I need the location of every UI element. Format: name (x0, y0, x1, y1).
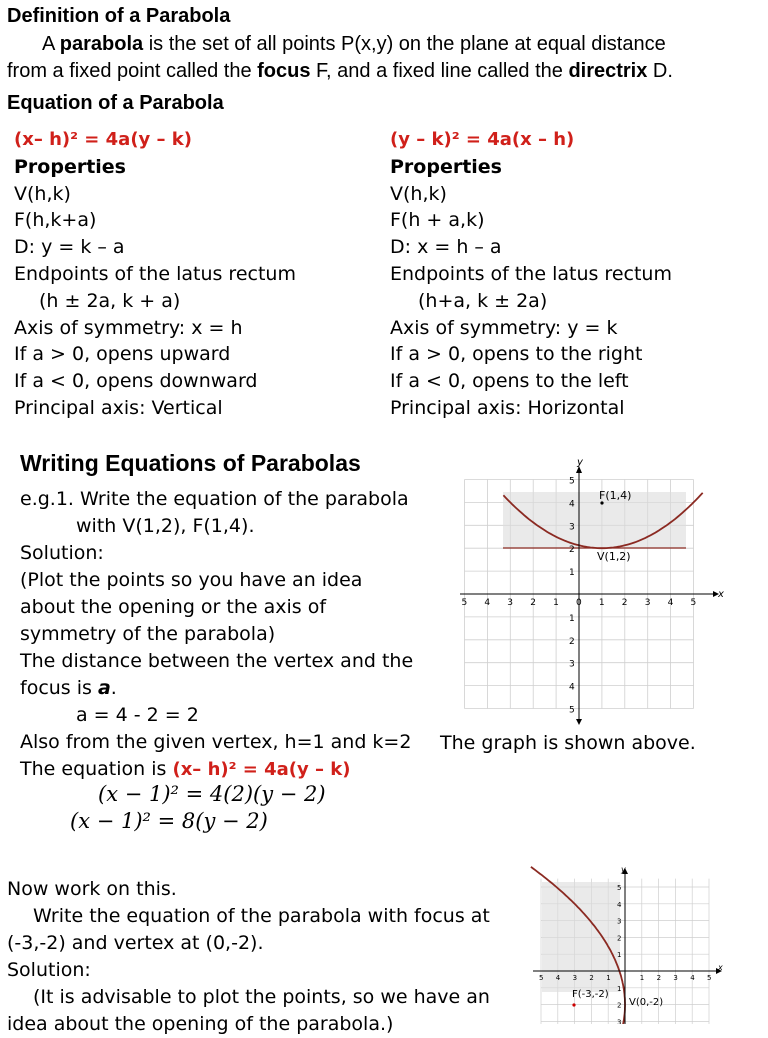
vertex-label: V(1,2) (597, 550, 631, 563)
x-tick-label: 3 (673, 974, 678, 982)
y-tick-label: 3 (617, 917, 622, 926)
x-tick-label: 2 (589, 974, 594, 982)
focus-property: F(h,k+a) (14, 209, 97, 232)
x-tick-label: 5 (461, 598, 468, 608)
equation-section-title: Equation of a Parabola (7, 92, 224, 114)
practice-line-4: Solution: (7, 959, 91, 981)
y-tick-label: 5 (569, 705, 575, 716)
y-tick-label: 2 (569, 545, 575, 556)
horizontal-parabola-properties (390, 127, 672, 422)
vertical-parabola-properties (14, 127, 296, 422)
y-tick-label: 2 (617, 934, 622, 943)
x-tick-label: 4 (690, 974, 695, 982)
principal-axis: Principal axis: Vertical (14, 396, 223, 419)
x-tick-label: 5 (539, 974, 544, 982)
x-tick-label: 3 (507, 598, 514, 608)
vertex-property: V(h,k) (14, 182, 71, 205)
x-tick-label: 2 (656, 974, 662, 982)
y-tick-label: 4 (617, 900, 622, 909)
text: focus is (20, 677, 98, 699)
y-tick-label: 3 (569, 659, 575, 670)
example-line-7: The distance between the vertex and the (20, 650, 414, 672)
opens-right-rule: If a > 0, opens to the right (390, 343, 643, 366)
x-tick-label: 3 (644, 598, 651, 608)
graph-vertical-parabola (455, 455, 725, 725)
practice-line-1: Now work on this. (7, 878, 177, 900)
text-a: from a fixed point called the (7, 60, 258, 82)
practice-line-3: (-3,-2) and vertex at (0,-2). (7, 932, 264, 954)
x-axis-label: x (718, 963, 723, 972)
x-tick-label: 2 (530, 598, 536, 608)
vertex-label: V(0,-2) (629, 997, 664, 1008)
opens-upward-rule: If a > 0, opens upward (14, 343, 231, 366)
principal-axis: Principal axis: Horizontal (390, 396, 625, 419)
term-parabola: parabola (59, 33, 144, 55)
x-tick-label: 1 (606, 974, 611, 982)
vertical-equation: (x– h)² = 4a(y – k) (14, 129, 193, 150)
directrix-property: D: y = k – a (14, 236, 125, 259)
y-tick-label: 1 (617, 984, 622, 993)
y-tick-label: 1 (617, 951, 622, 960)
y-tick-label: 5 (569, 476, 575, 487)
properties-heading: Properties (390, 155, 502, 178)
example-line-1: e.g.1. Write the equation of the parabola (20, 488, 409, 510)
example-given: Also from the given vertex, h=1 and k=2 (20, 731, 412, 753)
text-c: F, and a fixed line called the (310, 60, 569, 82)
x-tick-label: 5 (707, 974, 712, 982)
opens-left-rule: If a < 0, opens to the left (390, 370, 629, 393)
x-tick-label: 3 (572, 974, 578, 982)
horizontal-equation: (y – k)² = 4a(x – h) (390, 129, 575, 150)
example-line-4: (Plot the points so you have an idea (20, 569, 363, 591)
example-focus-line (20, 675, 117, 702)
text-e: D. (647, 60, 673, 82)
y-tick-label: 1 (569, 613, 575, 624)
practice-line-2: Write the equation of the parabola with focus at (33, 905, 490, 927)
math-step-2: (x − 1)² = 8(y − 2) (70, 809, 268, 833)
x-tick-label: 1 (598, 598, 605, 608)
y-tick-label: 5 (617, 884, 622, 892)
example-calc: a = 4 - 2 = 2 (76, 704, 199, 726)
practice-line-6: idea about the opening of the parabola.) (7, 1013, 394, 1035)
x-tick-label: 4 (555, 974, 561, 982)
directrix-property: D: x = h – a (390, 236, 502, 259)
axis-of-symmetry: Axis of symmetry: y = k (390, 316, 618, 339)
y-tick-label: 1 (569, 568, 575, 579)
y-tick-label: 4 (569, 499, 575, 510)
text-c: is the set of all points P(x,y) on the plane at equal distance (143, 33, 666, 55)
variable-a: a (97, 677, 111, 699)
y-tick-label: 3 (617, 1018, 622, 1024)
red-equation: (x– h)² = 4a(y – k) (172, 759, 351, 780)
y-axis-label: y (577, 457, 583, 468)
latus-rectum-endpoints: (h ± 2a, k + a) (39, 289, 181, 312)
example-equation-intro (20, 756, 350, 783)
example-line-6: symmetry of the parabola) (20, 623, 276, 645)
x-tick-label: 0 (576, 598, 582, 608)
practice-line-5: (It is advisable to plot the points, so we have an (33, 986, 490, 1008)
y-tick-label: 2 (617, 1001, 622, 1010)
latus-rectum-label: Endpoints of the latus rectum (390, 262, 672, 285)
x-tick-label: 4 (484, 598, 491, 608)
graph-caption: The graph is shown above. (440, 732, 696, 754)
math-step-1: (x − 1)² = 4(2)(y − 2) (98, 782, 326, 806)
focus-point (572, 1003, 575, 1006)
x-tick-label: 1 (639, 974, 645, 982)
y-tick-label: 2 (569, 636, 575, 647)
y-tick-label: 4 (569, 682, 575, 693)
example-title: Writing Equations of Parabolas (20, 450, 361, 476)
vertex-property: V(h,k) (390, 182, 447, 205)
definition-line-1 (42, 33, 666, 56)
latus-rectum-label: Endpoints of the latus rectum (14, 262, 296, 285)
example-line-2: with V(1,2), F(1,4). (76, 515, 255, 537)
focus-label: F(-3,-2) (572, 989, 609, 1000)
text-a: A (42, 33, 60, 55)
focus-label: F(1,4) (599, 489, 632, 502)
y-axis-arrow-down-icon (576, 719, 582, 725)
x-axis-label: x (718, 589, 724, 600)
opens-downward-rule: If a < 0, opens downward (14, 370, 258, 393)
definition-line-2 (7, 60, 673, 83)
axis-of-symmetry: Axis of symmetry: x = h (14, 316, 243, 339)
example-line-5: about the opening or the axis of (20, 596, 327, 618)
x-tick-label: 5 (690, 598, 697, 608)
graph-horizontal-parabola (528, 862, 726, 1024)
y-axis-label: y (621, 865, 626, 874)
x-tick-label: 4 (667, 598, 674, 608)
term-directrix: directrix (568, 60, 648, 82)
example-line-3: Solution: (20, 542, 104, 564)
text: . (110, 677, 117, 699)
term-focus: focus (257, 60, 311, 82)
x-tick-label: 1 (553, 598, 559, 608)
latus-rectum-endpoints: (h+a, k ± 2a) (418, 289, 548, 312)
properties-heading: Properties (14, 155, 126, 178)
y-tick-label: 3 (569, 522, 575, 533)
definition-title: Definition of a Parabola (7, 5, 231, 27)
focus-property: F(h + a,k) (390, 209, 485, 232)
text: The equation is (20, 758, 173, 780)
x-tick-label: 2 (621, 598, 628, 608)
